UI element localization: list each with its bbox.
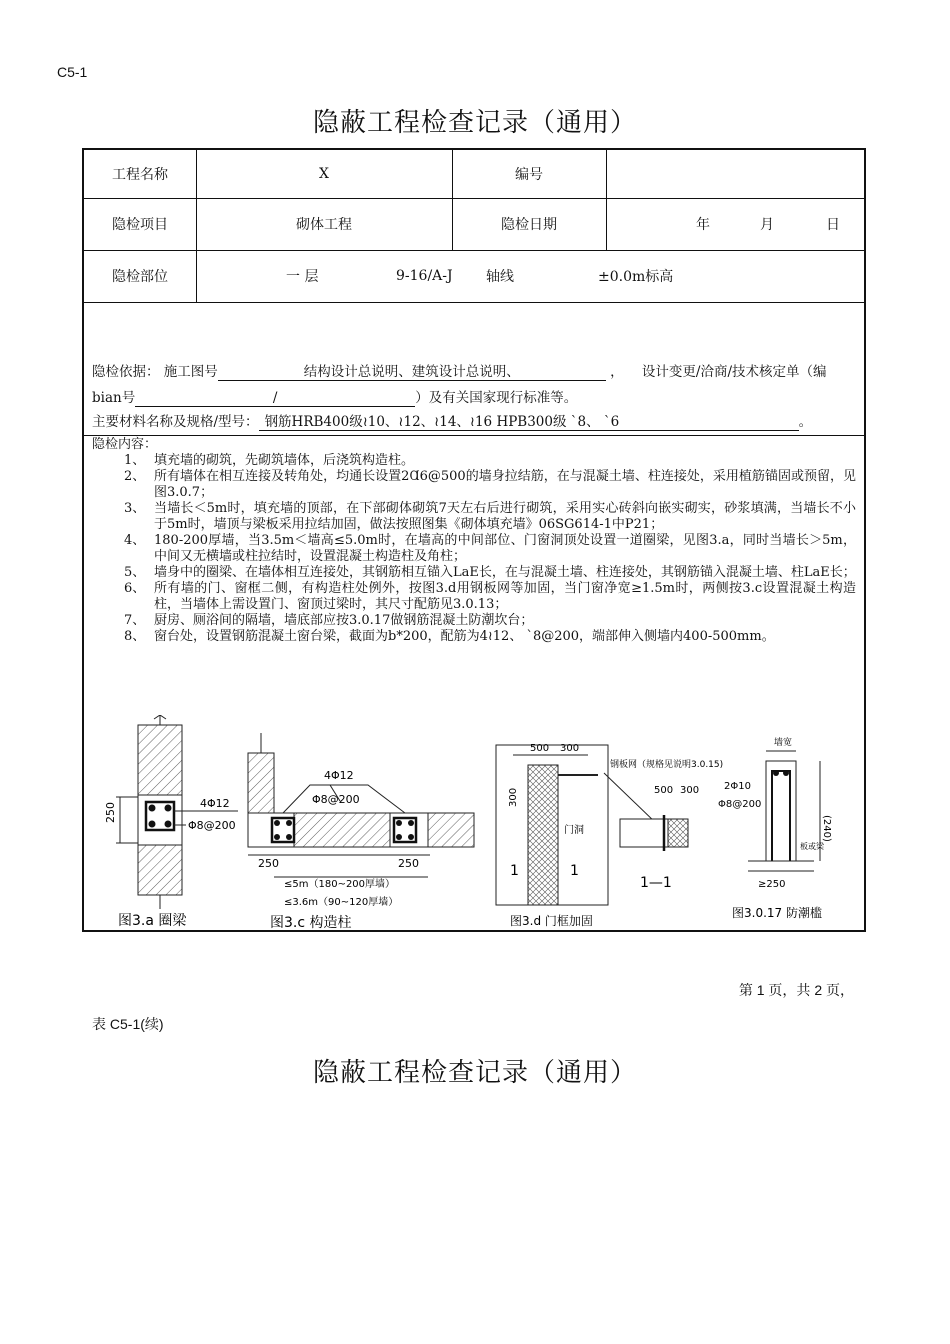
bian-label: bian号: [92, 390, 136, 406]
continued-label: 表 C5-1(续): [92, 1016, 164, 1032]
inspection-location-label: 隐检部位: [112, 269, 168, 285]
basis-line-1: [92, 360, 858, 381]
change-label: 设计变更/洽商/技术核定单（编: [641, 364, 827, 380]
column-caption: 图3.c 构造柱: [270, 915, 352, 930]
content-heading: 隐检内容：: [92, 437, 158, 452]
ring-beam-main-bar: 4Φ12: [200, 797, 230, 810]
materials-period: 。: [798, 414, 813, 430]
document-title-repeat: 隐蔽工程检查记录（通用）: [312, 1058, 637, 1088]
ring-beam-stirrup: Φ8@200: [188, 819, 236, 832]
content-item: 8、 窗台处，设置钢筋混凝土窗台梁，截面为b*200，配筋为4≀12、 `8@200，端部伸入侧墙内400-500mm。: [124, 629, 775, 644]
inspection-item-value: 砌体工程: [296, 217, 352, 233]
sill-slab-label: 板或梁: [800, 842, 824, 851]
figure-door-frame: [496, 743, 723, 928]
figure-structural-column: [248, 733, 474, 930]
number-label: 编号: [515, 167, 543, 183]
door-dim-1: 500: [530, 743, 550, 754]
drawing-value: 结构设计总说明、建筑设计总说明、: [218, 360, 606, 381]
ring-beam-caption: 图3.a 圈梁: [118, 913, 187, 929]
content-item: 5、 墙身中的圈梁、在墙体相互连接处，其钢筋相互锚入LaE长，在与混凝土墙、柱连接处，其钢筋锚入混凝土墙、柱LaE长；: [124, 565, 856, 580]
door-dim-3: 500: [654, 785, 674, 796]
inspection-record-table: [82, 148, 866, 932]
document-title: 隐蔽工程检查记录（通用）: [312, 108, 637, 138]
location-elevation: ±0.0m标高: [598, 269, 674, 285]
sill-caption: 图3.0.17 防潮槛: [732, 906, 822, 920]
basis-line-2: [92, 386, 858, 407]
inspection-location-value: [196, 250, 866, 302]
basis-line-3: [92, 410, 858, 431]
date-month: 月: [760, 217, 774, 233]
sill-dim: (240): [821, 815, 832, 842]
form-code: C5-1: [57, 64, 88, 80]
content-item: 2、 所有墙体在相互连接及转角处，均通长设置2Ɑ6@500的墙身拉结筋，在与混凝土墙、柱连接处，采用植筋锚固或预留，见图3.0.7；: [124, 469, 856, 500]
section-mark-left: 1: [510, 863, 519, 879]
basis-comma: ，: [610, 364, 624, 380]
sill-stirrup: Φ8@200: [718, 799, 762, 810]
location-axis-word: 轴线: [486, 269, 514, 285]
page-number: 第 1 页，共 2 页，: [738, 982, 854, 998]
materials-label: 主要材料名称及规格/型号：: [92, 414, 259, 430]
inspection-item-label: 隐检项目: [112, 217, 168, 233]
inspection-content: [92, 437, 856, 645]
content-item: 7、 厨房、厕浴间的隔墙，墙底部应按3.0.17做钢筋混凝土防潮坎台；: [124, 613, 534, 628]
inspection-date-value: [606, 198, 866, 250]
number-value: [606, 150, 866, 198]
figure-damp-proof-sill: [718, 736, 832, 920]
construction-detail-diagrams: [98, 715, 854, 930]
content-item: 1、 填充墙的砌筑，先砌筑墙体，后浇筑构造柱。: [124, 453, 415, 468]
section-mark-right: 1: [570, 863, 579, 879]
sill-top-label: 墙宽: [774, 738, 793, 748]
project-name-value: X: [319, 166, 329, 182]
content-item: 6、 所有墙的门、窗框二侧，有构造柱处例外，按图3.d用钢板网等加固，当门窗净宽≥1.5m时，两侧按3.c设置混凝土构造柱，当墙体上需设置门、窗顶过梁时，其尺寸配筋见3.0.13；: [124, 581, 856, 612]
door-dim-4: 300: [680, 785, 700, 796]
door-dim-v: 300: [508, 787, 519, 807]
inspection-date-label: 隐检日期: [501, 217, 557, 233]
ring-beam-dim: 250: [104, 802, 117, 823]
standard-text: ）及有关国家现行标准等。: [415, 390, 578, 406]
date-year: 年: [696, 217, 710, 233]
sill-main-bar: 2Φ10: [724, 781, 751, 792]
basis-label: 隐检依据：: [92, 364, 160, 380]
project-name-label: 工程名称: [112, 167, 168, 183]
figure-ring-beam: [104, 715, 238, 929]
column-main-bar: 4Φ12: [324, 769, 354, 782]
drawing-label: 施工图号: [163, 364, 218, 380]
mesh-note: 钢板网（规格见说明3.0.15): [610, 760, 724, 770]
column-dim-right: 250: [398, 857, 419, 870]
door-dim-2: 300: [560, 743, 580, 754]
section-label: 1—1: [640, 875, 672, 891]
location-axis: 9-16/A-J: [396, 268, 453, 284]
column-stirrup: Φ8@200: [312, 793, 360, 806]
sill-min: ≥250: [758, 879, 786, 890]
column-dim-left: 250: [258, 857, 279, 870]
door-caption: 图3.d 门框加固: [510, 914, 593, 928]
bian-value: /: [135, 390, 415, 407]
content-item: 3、 当墙长＜5m时，填充墙的顶部，在下部砌体砌筑7天左右后进行砌筑，采用实心砖斜向嵌实砌实，砂浆填满，当墙长不小于5m时，墙顶与梁板采用拉结加固，做法按照图集《砌体填充墙》06SG614-1中P21；: [124, 501, 856, 532]
location-floor: 一 层: [286, 269, 319, 285]
content-item: 4、 180-200厚墙，当3.5m＜墙高≤5.0m时，在墙高的中间部位、门窗洞顶处设置一道圈梁，见图3.a，同时当墙长＞5m，中间又无横墙或柱拉结时，设置混凝土构造柱及角柱；: [124, 533, 856, 564]
column-note-2: ≤3.6m（90~120厚墙）: [284, 897, 399, 908]
date-day: 日: [826, 217, 840, 233]
materials-value: 钢筋HRB400级≀10、≀12、≀14、≀16 HPB300级 `8、 `6: [259, 410, 799, 431]
column-note-1: ≤5m（180~200厚墙）: [284, 879, 396, 890]
door-opening-label: 门洞: [564, 825, 584, 836]
